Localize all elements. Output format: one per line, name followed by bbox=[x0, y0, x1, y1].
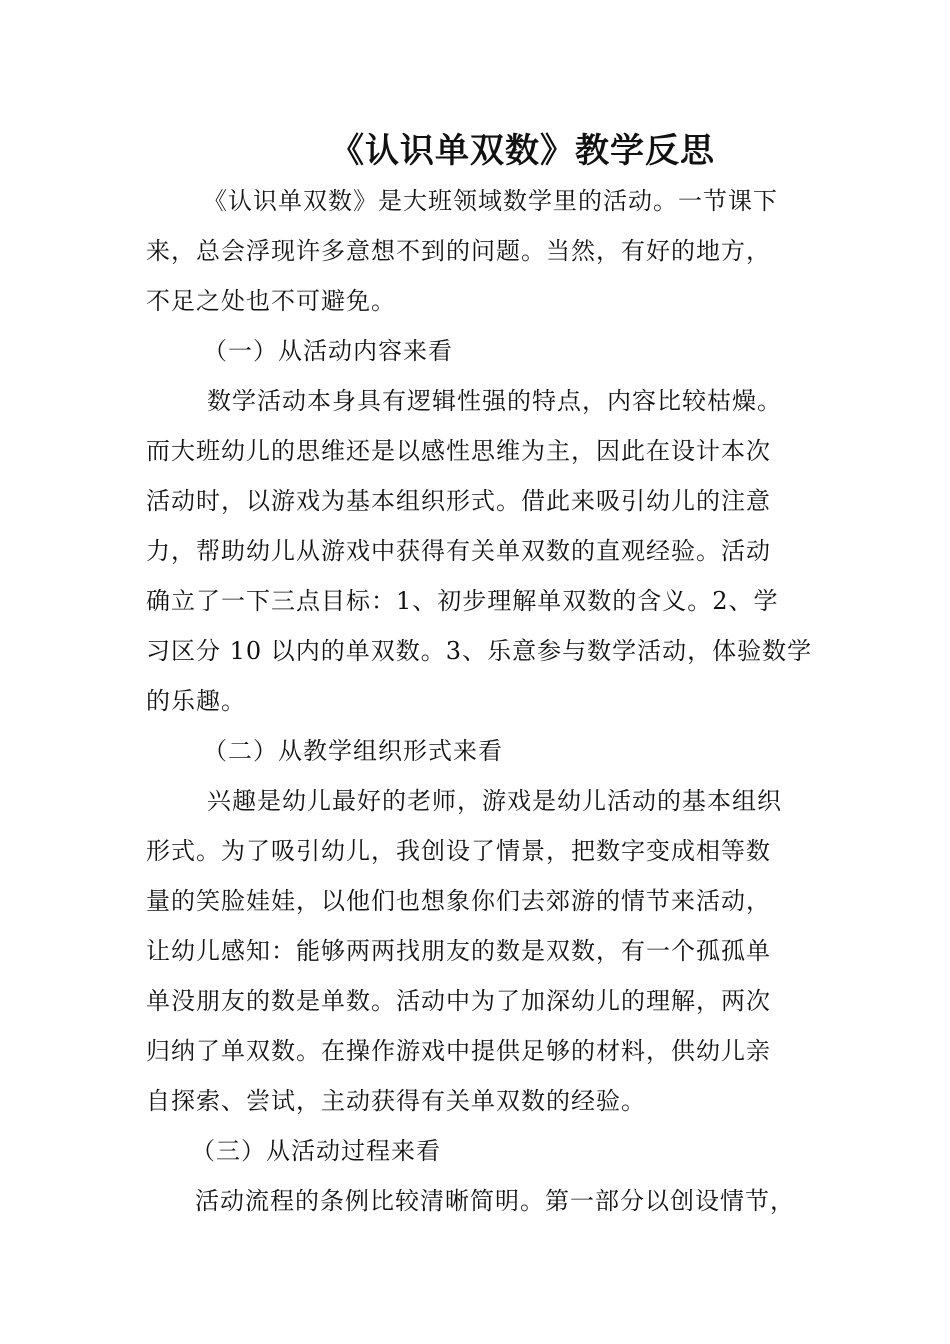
text-line: 活动流程的条例比较清晰简明。第一部分以创设情节， bbox=[195, 1187, 795, 1215]
text-line: 确立了一下三点目标：1、初步理解单双数的含义。2、学 bbox=[146, 587, 779, 615]
section-heading: （三）从活动过程来看 bbox=[191, 1137, 441, 1165]
text-line: 习区分 10 以内的单双数。3、乐意参与数学活动，体验数学 bbox=[146, 637, 813, 665]
text-line: 数学活动本身具有逻辑性强的特点，内容比较枯燥。 bbox=[207, 387, 782, 415]
text-line: 兴趣是幼儿最好的老师，游戏是幼儿活动的基本组织 bbox=[207, 787, 782, 815]
text-line: 《认识单双数》是大班领域数学里的活动。一节课下 bbox=[203, 187, 778, 215]
text-line: 的乐趣。 bbox=[146, 687, 246, 715]
text-line: 不足之处也不可避免。 bbox=[146, 287, 396, 315]
text-line: 活动时，以游戏为基本组织形式。借此来吸引幼儿的注意 bbox=[146, 487, 771, 515]
section-heading: （一）从活动内容来看 bbox=[203, 337, 453, 365]
text-line: 来，总会浮现许多意想不到的问题。当然，有好的地方， bbox=[146, 237, 771, 265]
section-heading: （二）从教学组织形式来看 bbox=[203, 737, 503, 765]
text-line: 自探索、尝试，主动获得有关单双数的经验。 bbox=[146, 1087, 646, 1115]
text-line: 让幼儿感知：能够两两找朋友的数是双数，有一个孤孤单 bbox=[146, 937, 771, 965]
text-line: 形式。为了吸引幼儿，我创设了情景，把数字变成相等数 bbox=[146, 837, 771, 865]
text-line: 而大班幼儿的思维还是以感性思维为主，因此在设计本次 bbox=[146, 437, 771, 465]
text-line: 力，帮助幼儿从游戏中获得有关单双数的直观经验。活动 bbox=[146, 537, 771, 565]
text-line: 归纳了单双数。在操作游戏中提供足够的材料，供幼儿亲 bbox=[146, 1037, 771, 1065]
text-line: 量的笑脸娃娃，以他们也想象你们去郊游的情节来活动， bbox=[146, 887, 771, 915]
document-title: 《认识单双数》教学反思 bbox=[330, 131, 715, 171]
text-line: 单没朋友的数是单数。活动中为了加深幼儿的理解，两次 bbox=[146, 987, 771, 1015]
